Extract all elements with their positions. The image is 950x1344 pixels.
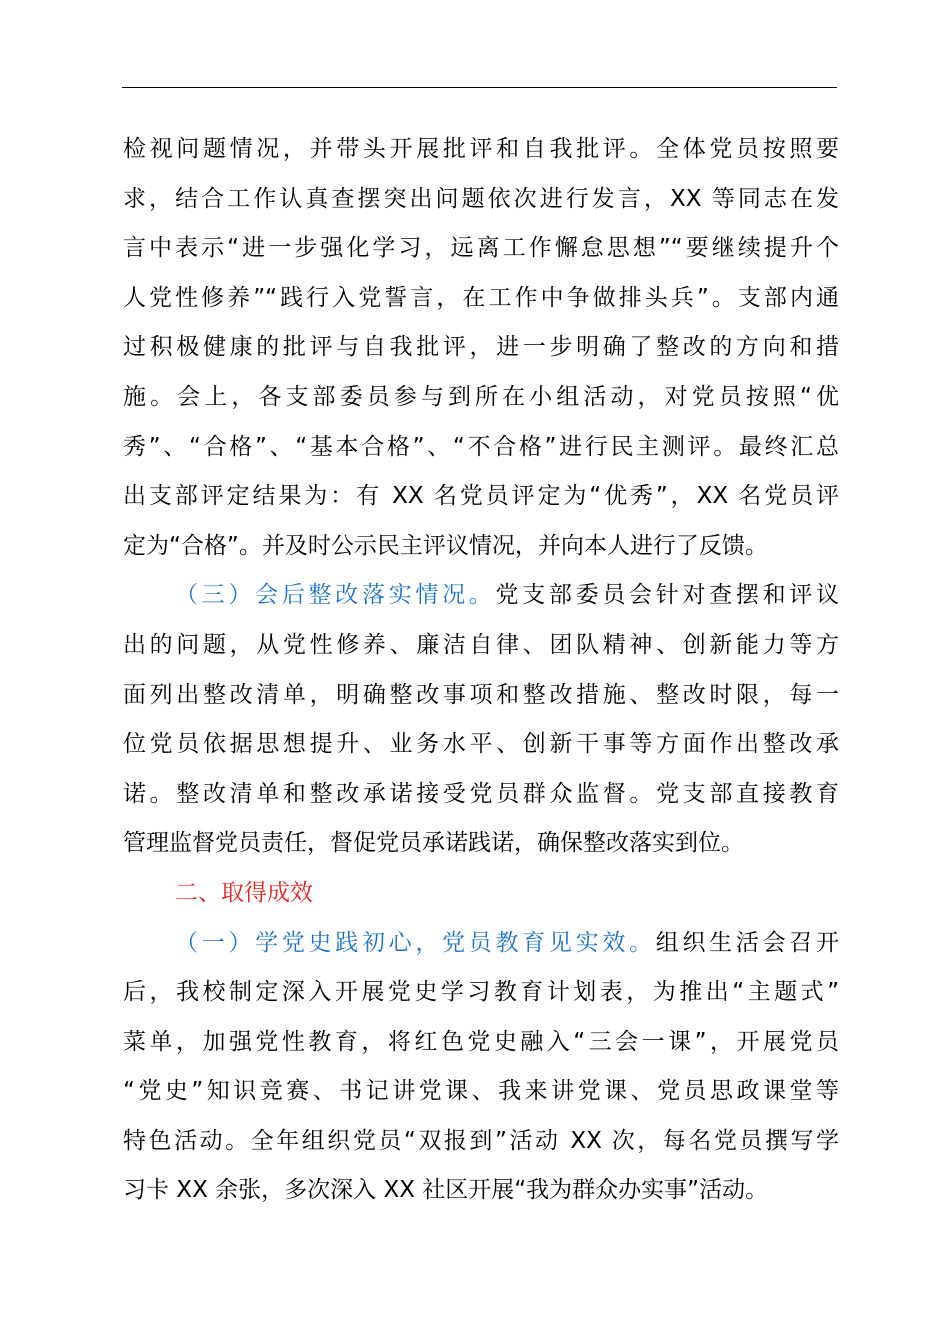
paragraph-1 — [123, 125, 839, 571]
text-run: 组织生活会召开 — [655, 929, 839, 956]
text-line: 特色活动。全年组织党员“双报到”活动 XX 次，每名党员撰写学 — [123, 1127, 839, 1154]
text-line: 求，结合工作认真查摆突出问题依次进行发言，XX 等同志在发 — [123, 185, 839, 212]
subheading-3: （三）会后整改落实情况。 — [175, 582, 496, 609]
subheading-1: （一）学党史践初心，党员教育见实效。 — [175, 929, 656, 956]
text-line: 习卡 XX 余张，多次深入 XX 社区开展“我为群众办实事”活动。 — [123, 1177, 769, 1204]
text-run: 党支部委员会针对查摆和评议 — [495, 582, 839, 609]
text-line-first — [123, 571, 839, 621]
text-line: “党史”知识竞赛、书记讲党课、我来讲党课、党员思政课堂等 — [123, 1078, 839, 1105]
text-line: 面列出整改清单，明确整改事项和整改措施、整改时限，每一 — [123, 681, 839, 708]
text-line: 言中表示“进一步强化学习，远离工作懈怠思想”“要继续提升个 — [123, 235, 839, 262]
text-line-first — [123, 919, 839, 969]
text-line: 检视问题情况，并带头开展批评和自我批评。全体党员按照要 — [123, 136, 839, 162]
paragraph-2 — [123, 571, 839, 869]
text-line: 位党员依据思想提升、业务水平、创新干事等方面作出整改承 — [123, 731, 839, 758]
section-heading: 二、取得成效 — [175, 879, 313, 906]
header-rule — [122, 87, 837, 88]
text-line: 施。会上，各支部委员参与到所在小组活动，对党员按照“优 — [123, 383, 839, 410]
text-line: 秀”、“合格”、“基本合格”、“不合格”进行民主测评。最终汇总 — [123, 433, 839, 460]
body-text — [123, 125, 839, 1216]
paragraph-3 — [123, 919, 839, 1217]
text-line: 定为“合格”。并及时公示民主评议情况，并向本人进行了反馈。 — [123, 532, 768, 559]
text-line: 出支部评定结果为：有 XX 名党员评定为“优秀”，XX 名党员评 — [123, 483, 839, 510]
text-line: 后，我校制定深入开展党史学习教育计划表，为推出“主题式” — [123, 979, 839, 1006]
text-line: 诺。整改清单和整改承诺接受党员群众监督。党支部直接教育 — [123, 780, 839, 807]
text-line: 菜单，加强党性教育，将红色党史融入“三会一课”，开展党员 — [123, 1028, 839, 1055]
text-line: 管理监督党员责任，督促党员承诺践诺，确保整改落实到位。 — [123, 830, 744, 857]
text-line: 出的问题，从党性修养、廉洁自律、团队精神、创新能力等方 — [123, 631, 839, 658]
text-line: 过积极健康的批评与自我批评，进一步明确了整改的方向和措 — [123, 334, 839, 361]
text-line: 人党性修养”“践行入党誓言，在工作中争做排头兵”。支部内通 — [123, 284, 839, 311]
